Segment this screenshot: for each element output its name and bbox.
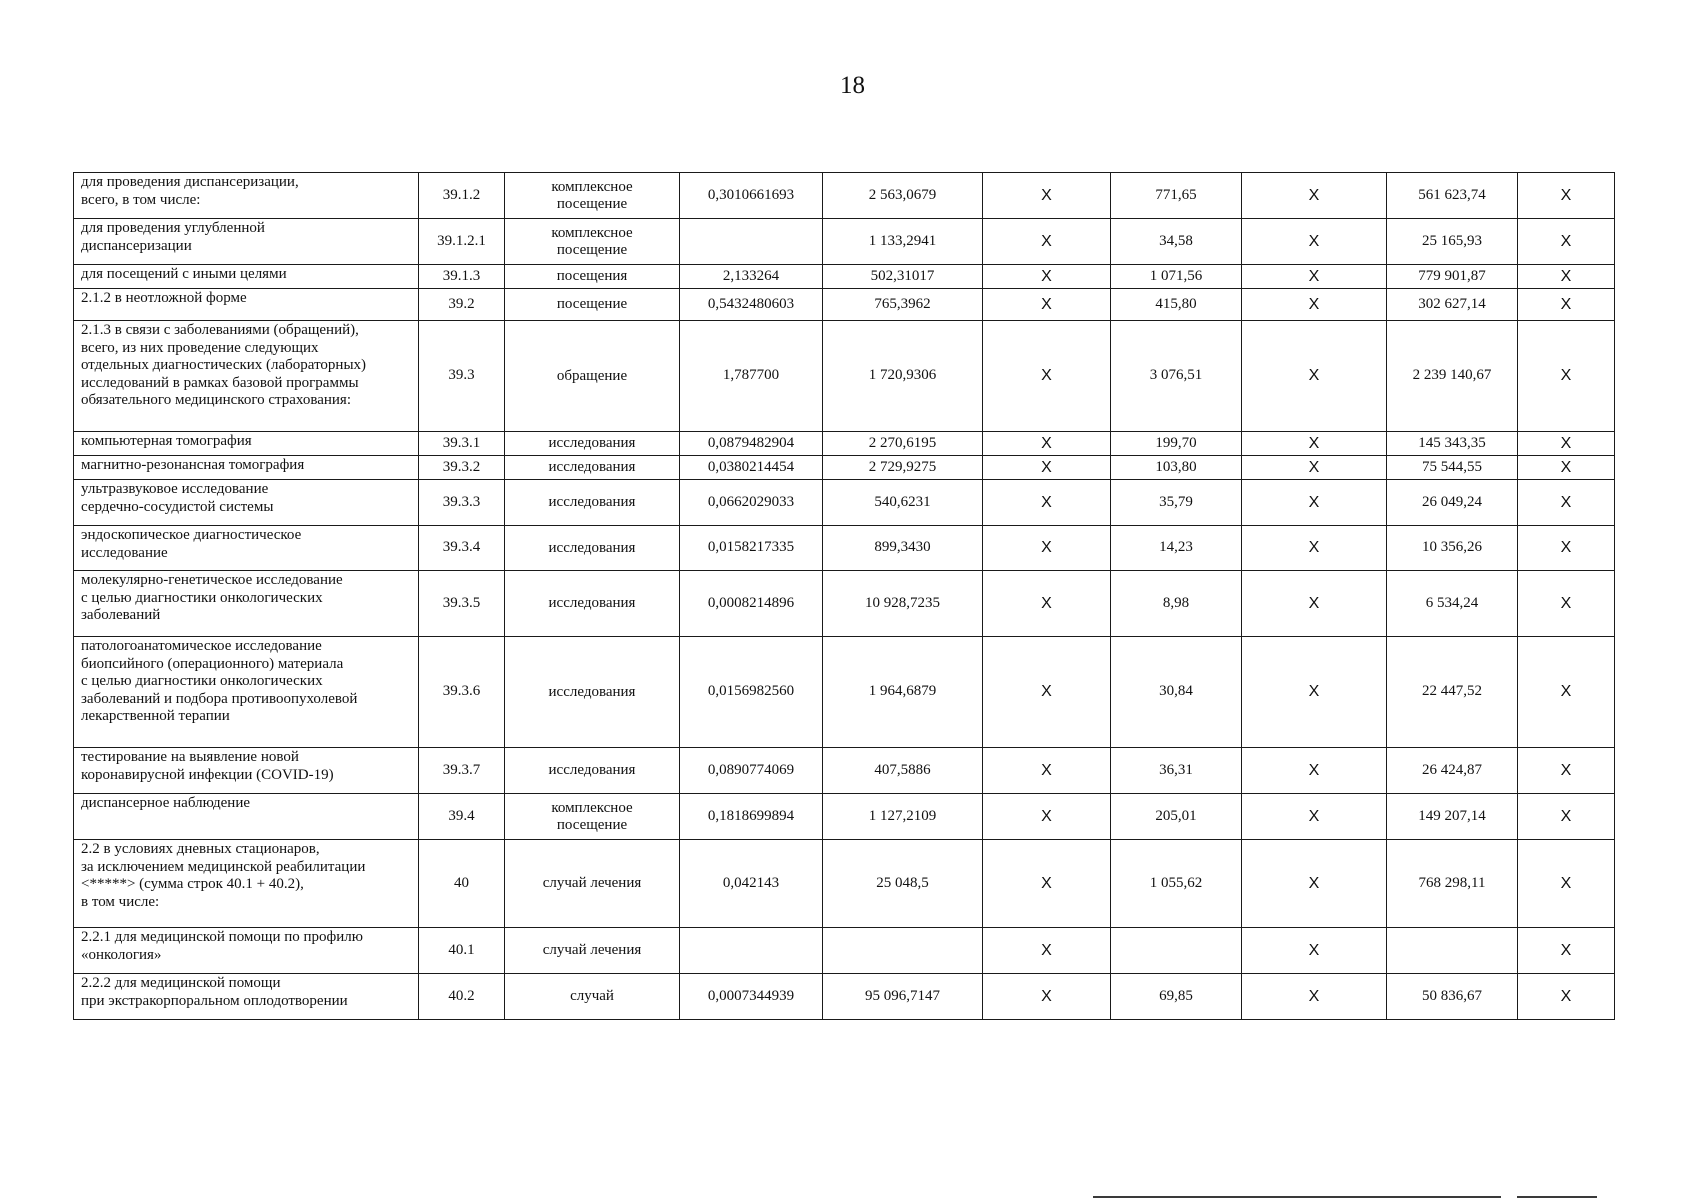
- row-cost-cell: 1 127,2109: [823, 794, 983, 840]
- row-x-cell: X: [1242, 289, 1387, 321]
- row-name-cell: патологоанатомическое исследование биопсийного (операционного) материала с целью диагностики онкологических заболеваний и подбора противоопухолевой лекарственной терапии: [74, 637, 419, 748]
- row-x-cell: X: [1242, 840, 1387, 928]
- row-unit-cell: случай лечения: [505, 928, 680, 974]
- table-row: [74, 526, 1615, 571]
- row-code-cell: 39.1.3: [419, 265, 505, 289]
- row-per-capita-cell: 36,31: [1111, 748, 1242, 794]
- table-row: [74, 928, 1615, 974]
- row-x-cell: X: [1518, 840, 1615, 928]
- row-x-cell: X: [1242, 794, 1387, 840]
- row-norm-cell: [680, 219, 823, 265]
- row-x-cell: X: [1242, 265, 1387, 289]
- row-x-cell: X: [1242, 219, 1387, 265]
- row-cost-cell: 1 964,6879: [823, 637, 983, 748]
- row-total-cell: 10 356,26: [1387, 526, 1518, 571]
- footer-scan-line: [1517, 1196, 1597, 1198]
- row-x-cell: X: [1518, 289, 1615, 321]
- row-per-capita-cell: 103,80: [1111, 456, 1242, 480]
- row-cost-cell: 25 048,5: [823, 840, 983, 928]
- row-x-cell: X: [1242, 456, 1387, 480]
- row-name-cell: диспансерное наблюдение: [74, 794, 419, 840]
- row-norm-cell: [680, 928, 823, 974]
- row-norm-cell: 0,3010661693: [680, 173, 823, 219]
- row-name-cell: магнитно-резонансная томография: [74, 456, 419, 480]
- row-cost-cell: 1 133,2941: [823, 219, 983, 265]
- row-total-cell: 75 544,55: [1387, 456, 1518, 480]
- row-x-cell: X: [1518, 219, 1615, 265]
- table-row: [74, 265, 1615, 289]
- row-x-cell: X: [1518, 794, 1615, 840]
- row-code-cell: 39.3.5: [419, 571, 505, 637]
- row-norm-cell: 0,042143: [680, 840, 823, 928]
- row-unit-cell: комплексное посещение: [505, 794, 680, 840]
- row-x-cell: X: [1242, 571, 1387, 637]
- row-total-cell: 302 627,14: [1387, 289, 1518, 321]
- row-code-cell: 40.2: [419, 974, 505, 1020]
- table-row: [74, 219, 1615, 265]
- row-x-cell: X: [1518, 480, 1615, 526]
- row-unit-cell: исследования: [505, 571, 680, 637]
- row-x-cell: X: [1518, 432, 1615, 456]
- row-x-cell: X: [983, 321, 1111, 432]
- row-norm-cell: 0,0008214896: [680, 571, 823, 637]
- row-x-cell: X: [1242, 480, 1387, 526]
- row-code-cell: 39.1.2: [419, 173, 505, 219]
- row-x-cell: X: [1518, 928, 1615, 974]
- table-row: [74, 748, 1615, 794]
- row-x-cell: X: [1242, 432, 1387, 456]
- row-per-capita-cell: 69,85: [1111, 974, 1242, 1020]
- row-unit-cell: посещение: [505, 289, 680, 321]
- table-row: [74, 456, 1615, 480]
- row-code-cell: 40: [419, 840, 505, 928]
- row-code-cell: 39.3.2: [419, 456, 505, 480]
- row-norm-cell: 0,0380214454: [680, 456, 823, 480]
- row-total-cell: 6 534,24: [1387, 571, 1518, 637]
- row-code-cell: 39.3.3: [419, 480, 505, 526]
- row-per-capita-cell: 1 055,62: [1111, 840, 1242, 928]
- row-total-cell: [1387, 928, 1518, 974]
- row-cost-cell: 540,6231: [823, 480, 983, 526]
- footer-scan-line: [1093, 1196, 1501, 1198]
- row-name-cell: эндоскопическое диагностическое исследование: [74, 526, 419, 571]
- row-unit-cell: исследования: [505, 526, 680, 571]
- row-total-cell: 50 836,67: [1387, 974, 1518, 1020]
- row-code-cell: 39.2: [419, 289, 505, 321]
- row-total-cell: 768 298,11: [1387, 840, 1518, 928]
- row-norm-cell: 0,0158217335: [680, 526, 823, 571]
- row-unit-cell: исследования: [505, 480, 680, 526]
- row-unit-cell: комплексное посещение: [505, 219, 680, 265]
- row-x-cell: X: [1518, 265, 1615, 289]
- row-total-cell: 26 424,87: [1387, 748, 1518, 794]
- table-row: [74, 480, 1615, 526]
- row-x-cell: X: [983, 637, 1111, 748]
- row-x-cell: X: [983, 794, 1111, 840]
- row-per-capita-cell: 14,23: [1111, 526, 1242, 571]
- row-cost-cell: 765,3962: [823, 289, 983, 321]
- row-x-cell: X: [1242, 321, 1387, 432]
- row-code-cell: 39.3.7: [419, 748, 505, 794]
- row-norm-cell: 0,0879482904: [680, 432, 823, 456]
- table-row: [74, 321, 1615, 432]
- row-unit-cell: случай: [505, 974, 680, 1020]
- row-code-cell: 39.3.6: [419, 637, 505, 748]
- table-row: [74, 637, 1615, 748]
- row-x-cell: X: [983, 289, 1111, 321]
- row-name-cell: 2.2.1 для медицинской помощи по профилю «онкология»: [74, 928, 419, 974]
- row-name-cell: 2.1.2 в неотложной форме: [74, 289, 419, 321]
- row-unit-cell: исследования: [505, 432, 680, 456]
- row-unit-cell: обращение: [505, 321, 680, 432]
- financing-table: [73, 172, 1615, 1020]
- table-row: [74, 794, 1615, 840]
- row-per-capita-cell: 8,98: [1111, 571, 1242, 637]
- row-x-cell: X: [983, 840, 1111, 928]
- row-norm-cell: 0,0662029033: [680, 480, 823, 526]
- row-cost-cell: 1 720,9306: [823, 321, 983, 432]
- page-number: 18: [840, 72, 865, 99]
- row-per-capita-cell: 3 076,51: [1111, 321, 1242, 432]
- row-per-capita-cell: 30,84: [1111, 637, 1242, 748]
- row-x-cell: X: [983, 748, 1111, 794]
- row-cost-cell: 10 928,7235: [823, 571, 983, 637]
- table-row: [74, 289, 1615, 321]
- row-total-cell: 25 165,93: [1387, 219, 1518, 265]
- row-per-capita-cell: 34,58: [1111, 219, 1242, 265]
- row-cost-cell: 407,5886: [823, 748, 983, 794]
- row-per-capita-cell: 205,01: [1111, 794, 1242, 840]
- table-row: [74, 840, 1615, 928]
- row-x-cell: X: [1242, 637, 1387, 748]
- row-x-cell: X: [983, 173, 1111, 219]
- row-name-cell: тестирование на выявление новой коронавирусной инфекции (COVID-19): [74, 748, 419, 794]
- row-total-cell: 149 207,14: [1387, 794, 1518, 840]
- row-code-cell: 39.3: [419, 321, 505, 432]
- row-name-cell: ультразвуковое исследование сердечно-сосудистой системы: [74, 480, 419, 526]
- row-x-cell: X: [1518, 456, 1615, 480]
- row-x-cell: X: [983, 432, 1111, 456]
- row-norm-cell: 1,787700: [680, 321, 823, 432]
- row-per-capita-cell: 1 071,56: [1111, 265, 1242, 289]
- row-x-cell: X: [1518, 526, 1615, 571]
- row-norm-cell: 0,0007344939: [680, 974, 823, 1020]
- row-total-cell: 26 049,24: [1387, 480, 1518, 526]
- row-name-cell: 2.2 в условиях дневных стационаров, за исключением медицинской реабилитации <*****> (сумма строк 40.1 + 40.2), в том числе:: [74, 840, 419, 928]
- row-name-cell: для проведения углубленной диспансеризации: [74, 219, 419, 265]
- row-x-cell: X: [1518, 748, 1615, 794]
- row-unit-cell: случай лечения: [505, 840, 680, 928]
- row-x-cell: X: [1242, 748, 1387, 794]
- row-x-cell: X: [983, 526, 1111, 571]
- row-x-cell: X: [1518, 974, 1615, 1020]
- table-body: [74, 173, 1615, 1020]
- row-x-cell: X: [1242, 173, 1387, 219]
- row-code-cell: 39.1.2.1: [419, 219, 505, 265]
- row-name-cell: компьютерная томография: [74, 432, 419, 456]
- row-name-cell: молекулярно-генетическое исследование с целью диагностики онкологических заболеваний: [74, 571, 419, 637]
- table-row: [74, 974, 1615, 1020]
- row-per-capita-cell: [1111, 928, 1242, 974]
- row-code-cell: 39.3.1: [419, 432, 505, 456]
- row-unit-cell: исследования: [505, 748, 680, 794]
- row-x-cell: X: [983, 974, 1111, 1020]
- row-cost-cell: [823, 928, 983, 974]
- row-norm-cell: 0,5432480603: [680, 289, 823, 321]
- row-x-cell: X: [1242, 974, 1387, 1020]
- row-x-cell: X: [1242, 526, 1387, 571]
- row-x-cell: X: [1518, 321, 1615, 432]
- table-row: [74, 173, 1615, 219]
- row-per-capita-cell: 771,65: [1111, 173, 1242, 219]
- row-unit-cell: исследования: [505, 637, 680, 748]
- row-code-cell: 39.4: [419, 794, 505, 840]
- row-x-cell: X: [1518, 571, 1615, 637]
- row-x-cell: X: [1242, 928, 1387, 974]
- row-x-cell: X: [983, 456, 1111, 480]
- row-norm-cell: 0,1818699894: [680, 794, 823, 840]
- row-x-cell: X: [1518, 173, 1615, 219]
- row-per-capita-cell: 199,70: [1111, 432, 1242, 456]
- row-unit-cell: исследования: [505, 456, 680, 480]
- row-norm-cell: 2,133264: [680, 265, 823, 289]
- row-cost-cell: 95 096,7147: [823, 974, 983, 1020]
- row-per-capita-cell: 35,79: [1111, 480, 1242, 526]
- row-cost-cell: 2 729,9275: [823, 456, 983, 480]
- row-code-cell: 39.3.4: [419, 526, 505, 571]
- row-norm-cell: 0,0156982560: [680, 637, 823, 748]
- row-total-cell: 145 343,35: [1387, 432, 1518, 456]
- row-norm-cell: 0,0890774069: [680, 748, 823, 794]
- row-cost-cell: 2 270,6195: [823, 432, 983, 456]
- row-name-cell: для посещений с иными целями: [74, 265, 419, 289]
- row-x-cell: X: [983, 571, 1111, 637]
- row-name-cell: для проведения диспансеризации, всего, в том числе:: [74, 173, 419, 219]
- row-code-cell: 40.1: [419, 928, 505, 974]
- row-unit-cell: посещения: [505, 265, 680, 289]
- row-cost-cell: 899,3430: [823, 526, 983, 571]
- row-x-cell: X: [983, 219, 1111, 265]
- table-row: [74, 571, 1615, 637]
- row-x-cell: X: [1518, 637, 1615, 748]
- row-cost-cell: 2 563,0679: [823, 173, 983, 219]
- row-cost-cell: 502,31017: [823, 265, 983, 289]
- row-x-cell: X: [983, 265, 1111, 289]
- table-row: [74, 432, 1615, 456]
- row-name-cell: 2.2.2 для медицинской помощи при экстракорпоральном оплодотворении: [74, 974, 419, 1020]
- row-total-cell: 2 239 140,67: [1387, 321, 1518, 432]
- row-total-cell: 561 623,74: [1387, 173, 1518, 219]
- row-x-cell: X: [983, 480, 1111, 526]
- row-per-capita-cell: 415,80: [1111, 289, 1242, 321]
- row-name-cell: 2.1.3 в связи с заболеваниями (обращений), всего, из них проведение следующих отдельных диагностических (лабораторных) исследований в рамках базовой программы обязательного медицинского страхования:: [74, 321, 419, 432]
- row-unit-cell: комплексное посещение: [505, 173, 680, 219]
- row-total-cell: 779 901,87: [1387, 265, 1518, 289]
- row-x-cell: X: [983, 928, 1111, 974]
- row-total-cell: 22 447,52: [1387, 637, 1518, 748]
